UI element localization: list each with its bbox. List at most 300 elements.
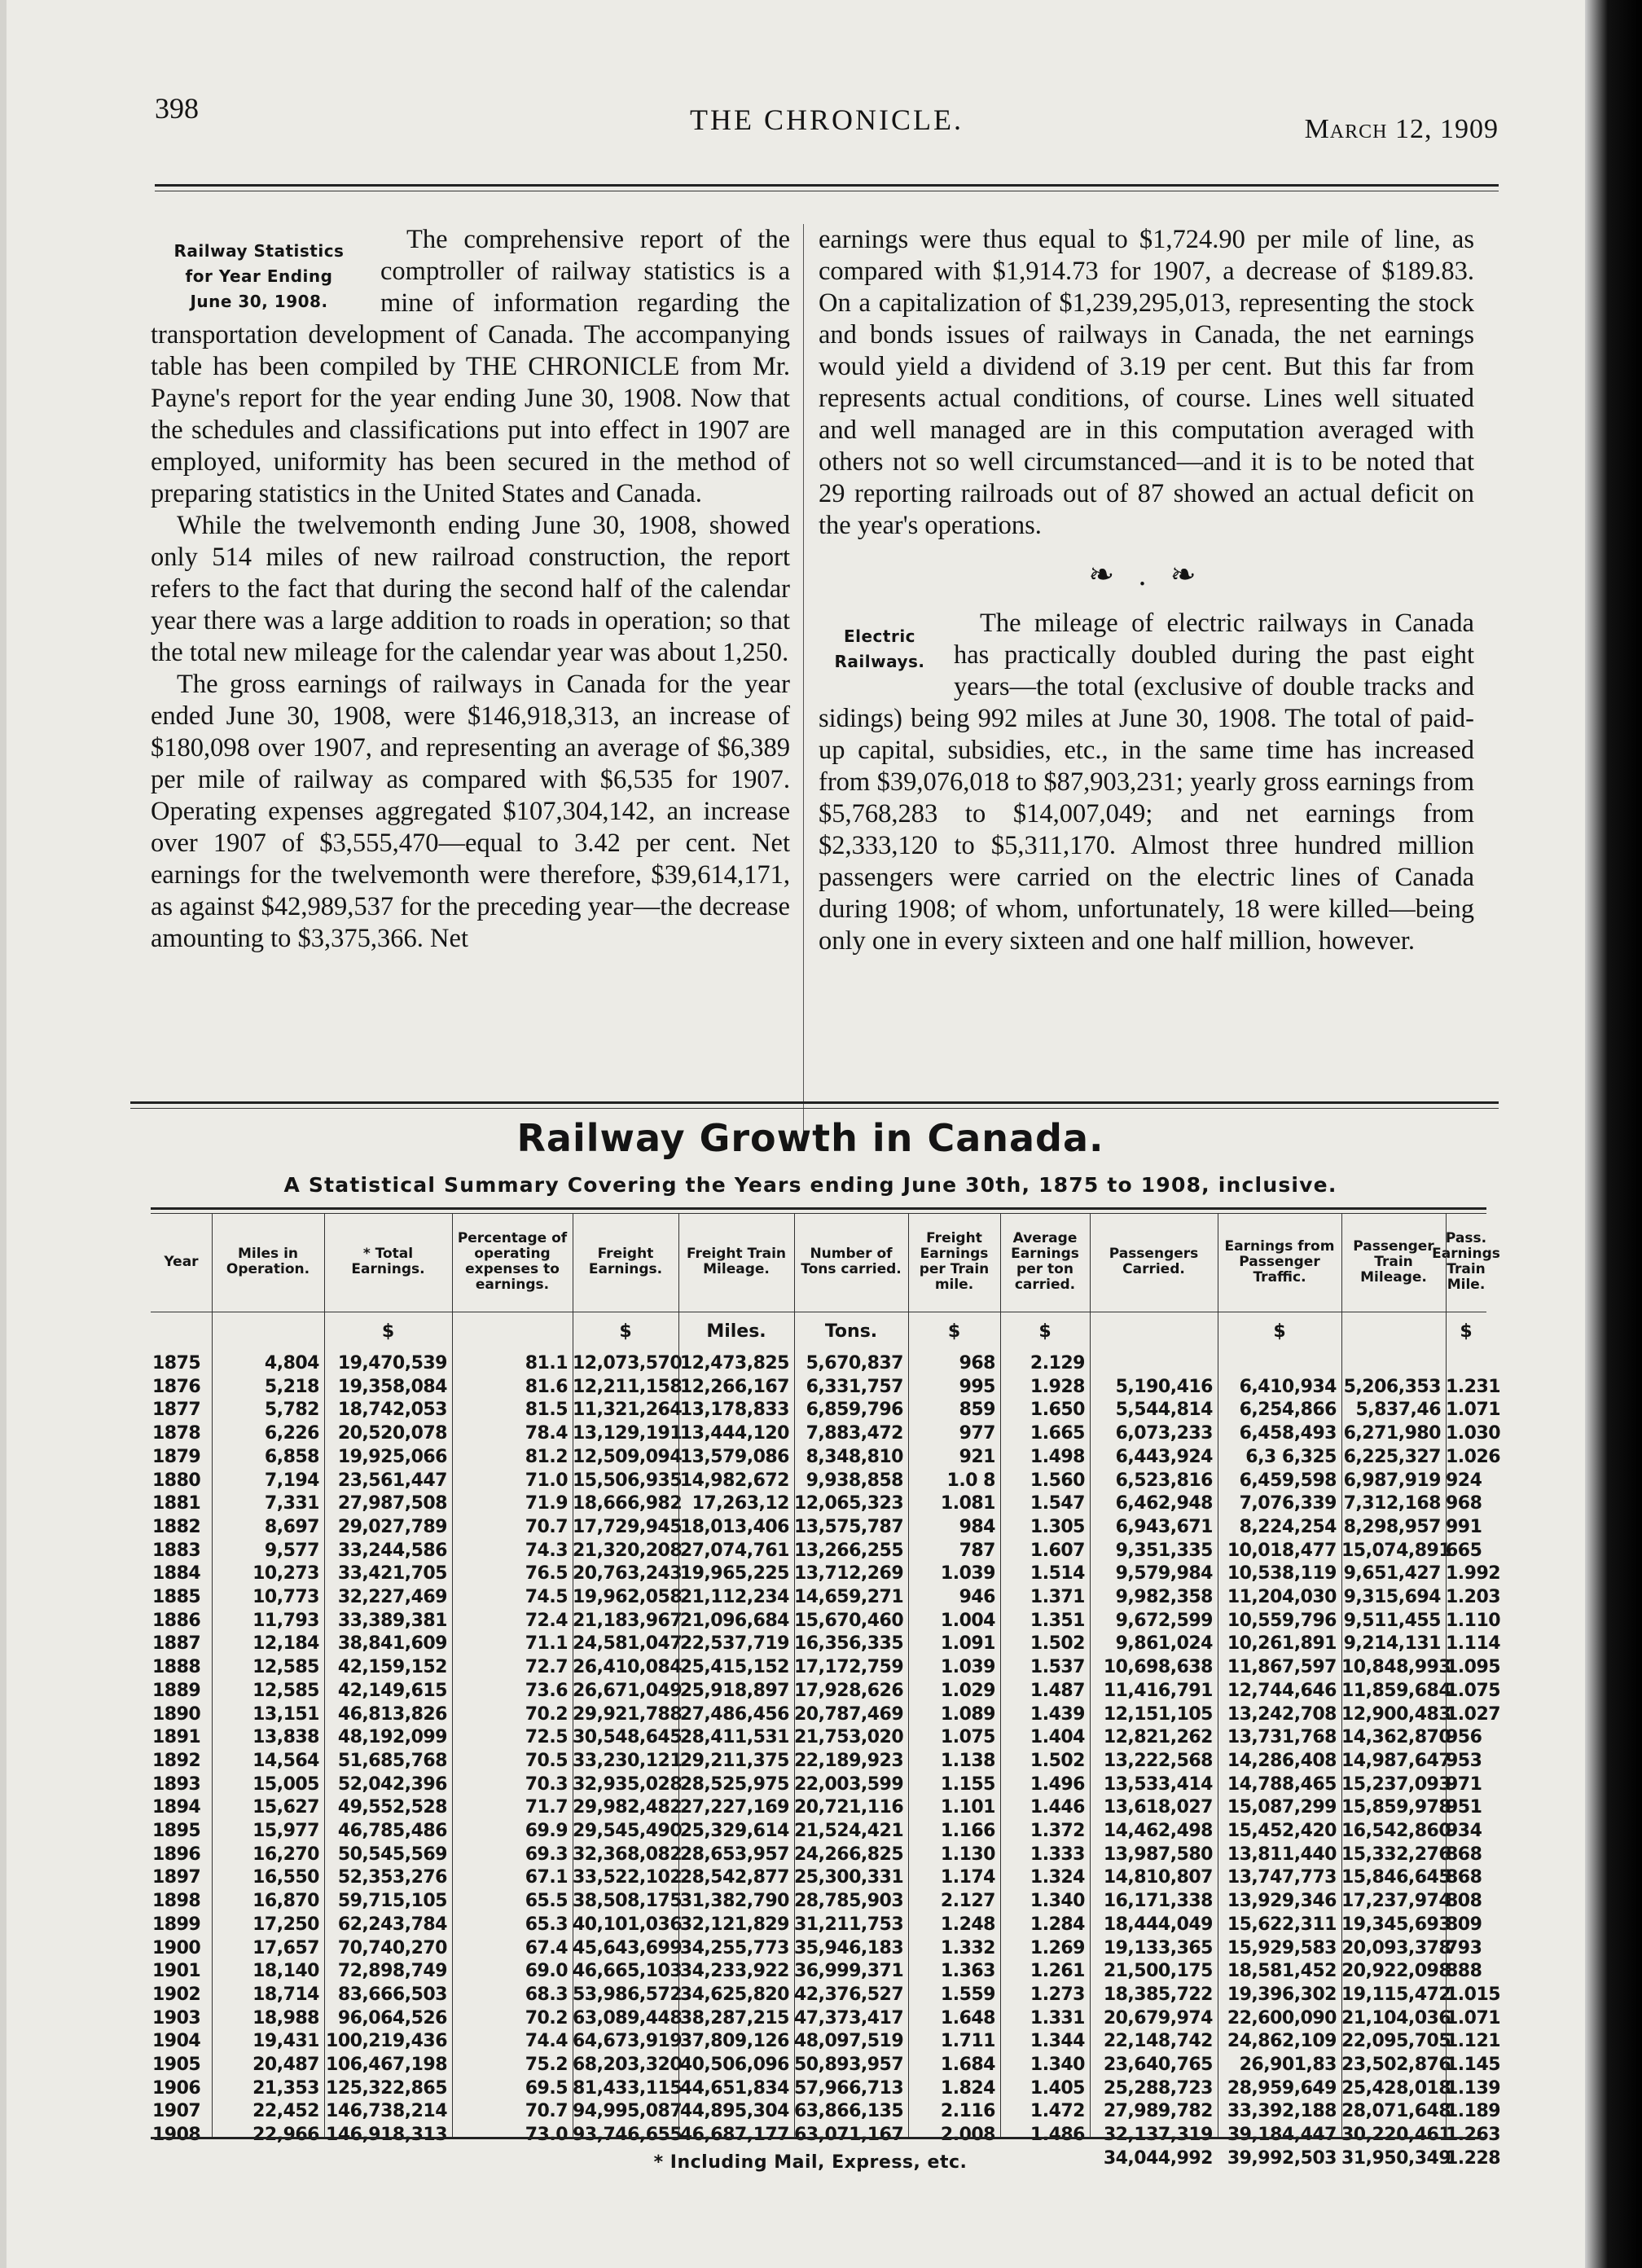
cell-earnings-per-ton: 1.560 <box>1030 1470 1085 1491</box>
cell-pass-earnings-train-mile: 868 <box>1446 1844 1482 1865</box>
cell-freight-per-train-mile: 1.091 <box>940 1633 995 1655</box>
cell-pass-earnings-train-mile: 808 <box>1446 1891 1482 1912</box>
cell-total-earnings: 33,244,586 <box>337 1540 447 1561</box>
cell-year: 1891 <box>152 1727 201 1748</box>
cell-year: 1908 <box>152 2125 201 2146</box>
cell-tons-carried: 17,928,626 <box>794 1680 904 1701</box>
cell-tons-carried: 16,356,335 <box>794 1633 904 1655</box>
cell-freight-earnings: 53,986,572 <box>573 1984 683 2005</box>
cell-pass-earnings-train-mile: 1.030 <box>1446 1423 1501 1444</box>
cell-freight-per-train-mile: 2.008 <box>940 2125 995 2146</box>
cell-passenger-earnings: 28,959,649 <box>1227 2077 1337 2099</box>
cell-earnings-per-ton: 2.129 <box>1030 1353 1085 1374</box>
cell-passenger-earnings: 26,901,83 <box>1239 2055 1337 2075</box>
cell-passenger-train-mileage: 19,115,472 <box>1341 1984 1451 2005</box>
cell-operating-pct: 73.0 <box>525 2125 568 2146</box>
cell-tons-carried: 14,659,271 <box>794 1587 904 1607</box>
cell-earnings-per-ton: 1.305 <box>1030 1516 1085 1537</box>
cell-miles: 7,194 <box>264 1470 319 1491</box>
cell-freight-earnings: 21,183,967 <box>573 1610 683 1631</box>
cell-tons-carried: 13,575,787 <box>794 1516 904 1537</box>
column-header-year: Year <box>164 1253 199 1270</box>
column-rule <box>452 1214 453 2137</box>
cell-year: 1878 <box>152 1423 201 1444</box>
cell-freight-earnings: 12,073,570 <box>573 1353 683 1374</box>
cell-passengers: 21,500,175 <box>1103 1961 1213 1982</box>
cell-passengers: 6,523,816 <box>1115 1470 1213 1491</box>
table-row <box>151 2077 1501 2101</box>
cell-passengers: 6,443,924 <box>1115 1446 1213 1467</box>
cell-passengers: 18,444,049 <box>1103 1914 1213 1935</box>
cell-earnings-per-ton: 1.284 <box>1030 1914 1085 1935</box>
cell-pass-earnings-train-mile: 953 <box>1446 1750 1482 1771</box>
cell-freight-train-mileage: 28,542,877 <box>679 1867 789 1888</box>
column-header-freight-earnings: Freight Earnings. <box>588 1246 663 1277</box>
cell-freight-per-train-mile: 1.648 <box>940 2007 995 2028</box>
cell-passenger-train-mileage: 12,900,483 <box>1341 1703 1451 1725</box>
cell-operating-pct: 69.3 <box>525 1844 568 1865</box>
cell-tons-carried: 47,373,417 <box>794 2007 904 2028</box>
column-rule <box>1090 1214 1091 2137</box>
paragraph: earnings were thus equal to $1,724.90 per mile of line, as compared with $1,914.73 for 1907, a decrease of $189.83. On a capitalization of $1,239,295,013, representing the stock and bonds issues of railways in Canada, the net earnings would yield a dividend of 3.19 per cent. But this far from represents actual conditions, of course. Lines well situated and well managed are in this computation averaged with others not so well circumstanced—and it is to be noted that 29 reporting railroads out of 87 showed an actual deficit on the year's operations. <box>819 225 1474 540</box>
cell-miles: 18,988 <box>252 2007 319 2028</box>
paragraph: The mileage of electric railways in Canada has practically doubled during the past eight years—the total (exclusive of double tracks and sidings) being 992 miles at June 30, 1908. The total of paid-up capital, subsidies, etc., in the same time has increased from $39,076,018 to $87,903,231; yearly gross earnings from $5,768,283 to $14,007,049; and net earnings from $2,333,120 to $5,311,170. Almost three hundred million passengers were carried on the electric lines of Canada during 1908; of whom, unfortunately, 18 were killed—being only one in every sixteen and one half million, however. <box>819 609 1474 956</box>
unit-label-freight-per-train-mile: $ <box>947 1321 961 1342</box>
cell-year: 1882 <box>152 1516 201 1537</box>
cell-tons-carried: 31,211,753 <box>794 1914 904 1935</box>
cell-pass-earnings-train-mile: 1.228 <box>1446 2147 1501 2169</box>
cell-passenger-train-mileage: 31,950,349 <box>1341 2147 1451 2169</box>
cell-operating-pct: 69.5 <box>525 2077 568 2099</box>
table-bottom-rule <box>151 2137 1486 2139</box>
cell-freight-train-mileage: 37,809,126 <box>679 2031 789 2052</box>
cell-total-earnings: 49,552,528 <box>337 1797 447 1818</box>
cell-freight-earnings: 81,433,115 <box>573 2077 683 2099</box>
cell-freight-earnings: 20,763,243 <box>573 1563 683 1585</box>
cell-freight-train-mileage: 34,255,773 <box>679 1937 789 1958</box>
cell-operating-pct: 70.7 <box>525 2101 568 2122</box>
cell-pass-earnings-train-mile: 1.075 <box>1446 1680 1501 1701</box>
cell-earnings-per-ton: 1.502 <box>1030 1633 1085 1655</box>
cell-pass-earnings-train-mile: 951 <box>1446 1797 1482 1818</box>
cell-year: 1899 <box>152 1914 201 1935</box>
cell-earnings-per-ton: 1.340 <box>1030 2055 1085 2075</box>
cell-miles: 10,273 <box>252 1563 319 1585</box>
cell-total-earnings: 32,227,469 <box>337 1587 447 1607</box>
table-row <box>151 1422 1501 1446</box>
cell-earnings-per-ton: 1.333 <box>1030 1844 1085 1865</box>
cell-pass-earnings-train-mile: 1.139 <box>1446 2077 1501 2099</box>
cell-miles: 6,858 <box>264 1446 319 1467</box>
column-header-operating-pct: Percentage of operating expenses to earnings. <box>457 1230 568 1293</box>
cell-operating-pct: 69.0 <box>525 1961 568 1982</box>
table-top-rule <box>151 1207 1486 1210</box>
cell-passengers: 12,151,105 <box>1103 1703 1213 1725</box>
column-header-miles: Miles in Operation. <box>226 1246 310 1277</box>
table-row <box>151 2030 1501 2054</box>
cell-freight-train-mileage: 18,013,406 <box>679 1516 789 1537</box>
cell-freight-earnings: 18,666,982 <box>573 1493 683 1514</box>
cell-freight-train-mileage: 28,653,957 <box>679 1844 789 1865</box>
cell-total-earnings: 51,685,768 <box>337 1750 447 1771</box>
cell-passenger-earnings: 15,622,311 <box>1227 1914 1337 1935</box>
cell-passenger-earnings: 24,862,109 <box>1227 2031 1337 2052</box>
cell-earnings-per-ton: 1.537 <box>1030 1657 1085 1678</box>
cell-year: 1901 <box>152 1961 201 1982</box>
table-title: Railway Growth in Canada. <box>516 1116 1104 1160</box>
table-row <box>151 1866 1486 1890</box>
cell-total-earnings: 72,898,749 <box>337 1961 447 1982</box>
side-heading-electric-railways: Electric Railways. <box>834 626 925 671</box>
cell-freight-earnings: 64,673,919 <box>573 2031 683 2052</box>
cell-year: 1885 <box>152 1587 201 1607</box>
cell-year: 1907 <box>152 2101 201 2122</box>
cell-freight-train-mileage: 46,687,177 <box>679 2125 789 2146</box>
cell-operating-pct: 75.2 <box>525 2055 568 2075</box>
cell-freight-earnings: 29,545,490 <box>573 1821 683 1841</box>
column-header-total-earnings: * Total Earnings. <box>351 1246 425 1277</box>
cell-miles: 18,714 <box>252 1984 319 2005</box>
cell-freight-train-mileage: 22,537,719 <box>679 1633 789 1655</box>
cell-operating-pct: 70.3 <box>525 1774 568 1795</box>
cell-passenger-earnings: 13,811,440 <box>1227 1844 1337 1865</box>
cell-passengers: 32,137,319 <box>1103 2125 1213 2146</box>
table-row <box>151 1984 1501 2007</box>
section-rule <box>130 1101 1499 1104</box>
unit-label-freight-earnings: $ <box>619 1321 632 1342</box>
cell-passenger-earnings: 6,254,866 <box>1239 1400 1337 1421</box>
cell-passengers: 27,989,782 <box>1103 2101 1213 2122</box>
cell-passengers: 14,462,498 <box>1103 1821 1213 1841</box>
table-row <box>151 1680 1501 1703</box>
cell-earnings-per-ton: 1.344 <box>1030 2031 1085 2052</box>
cell-tons-carried: 22,189,923 <box>794 1750 904 1771</box>
cell-total-earnings: 146,738,214 <box>326 2101 447 2122</box>
table-row <box>151 1960 1486 1984</box>
cell-operating-pct: 70.2 <box>525 2007 568 2028</box>
table-row <box>151 1376 1501 1400</box>
cell-tons-carried: 6,331,757 <box>806 1376 903 1397</box>
cell-freight-per-train-mile: 1.039 <box>940 1657 995 1678</box>
cell-freight-per-train-mile: 1.166 <box>940 1821 995 1841</box>
cell-freight-per-train-mile: 1.824 <box>940 2077 995 2099</box>
column-header-passengers: Passengers Carried. <box>1109 1246 1199 1277</box>
cell-total-earnings: 52,042,396 <box>337 1774 447 1795</box>
cell-miles: 14,564 <box>252 1750 319 1771</box>
cell-freight-train-mileage: 31,382,790 <box>679 1891 789 1912</box>
cell-passenger-earnings: 10,559,796 <box>1227 1610 1337 1631</box>
cell-tons-carried: 63,866,135 <box>794 2101 904 2122</box>
cell-freight-train-mileage: 28,411,531 <box>679 1727 789 1748</box>
cell-freight-earnings: 32,935,028 <box>573 1774 683 1795</box>
column-rule <box>678 1214 679 2137</box>
cell-passenger-train-mileage: 14,987,647 <box>1341 1750 1451 1771</box>
cell-freight-earnings: 12,211,158 <box>573 1376 683 1397</box>
cell-passenger-earnings: 11,204,030 <box>1227 1587 1337 1607</box>
cell-miles: 10,773 <box>252 1587 319 1607</box>
cell-total-earnings: 42,149,615 <box>337 1680 447 1701</box>
right-column <box>819 224 1474 957</box>
cell-passengers: 9,861,024 <box>1115 1633 1213 1655</box>
cell-miles: 16,270 <box>252 1844 319 1865</box>
cell-operating-pct: 76.5 <box>525 1563 568 1585</box>
cell-miles: 5,218 <box>264 1376 319 1397</box>
cell-total-earnings: 48,192,099 <box>337 1727 447 1748</box>
left-column <box>151 224 790 955</box>
unit-label-passenger-earnings: $ <box>1273 1321 1286 1342</box>
section-rule-thin <box>130 1108 1499 1109</box>
cell-earnings-per-ton: 1.665 <box>1030 1423 1085 1444</box>
cell-year: 1903 <box>152 2007 201 2028</box>
cell-passenger-earnings: 10,261,891 <box>1227 1633 1337 1655</box>
cell-operating-pct: 65.3 <box>525 1914 568 1935</box>
cell-year: 1904 <box>152 2031 201 2052</box>
table-row <box>151 1446 1501 1470</box>
cell-passengers: 14,810,807 <box>1103 1867 1213 1888</box>
issue-date: March 12, 1909 <box>1304 114 1499 144</box>
cell-operating-pct: 65.5 <box>525 1891 568 1912</box>
cell-passenger-train-mileage: 9,315,694 <box>1343 1587 1441 1607</box>
header-rule <box>155 184 1499 187</box>
unit-label-total-earnings: $ <box>381 1321 395 1342</box>
cell-passenger-train-mileage: 9,511,455 <box>1343 1610 1441 1631</box>
cell-passenger-train-mileage: 9,651,427 <box>1343 1563 1441 1585</box>
cell-tons-carried: 15,670,460 <box>794 1610 904 1631</box>
cell-pass-earnings-train-mile: 809 <box>1446 1914 1482 1935</box>
cell-earnings-per-ton: 1.273 <box>1030 1984 1085 2005</box>
table-footnote: * Including Mail, Express, etc. <box>653 2152 968 2173</box>
cell-passenger-train-mileage: 5,837,46 <box>1355 1400 1441 1421</box>
cell-pass-earnings-train-mile: 888 <box>1446 1961 1482 1982</box>
cell-freight-train-mileage: 19,965,225 <box>679 1563 789 1585</box>
cell-passenger-earnings: 19,396,302 <box>1227 1984 1337 2005</box>
cell-tons-carried: 21,753,020 <box>794 1727 904 1748</box>
table-row <box>151 1656 1501 1680</box>
column-rule <box>1446 1214 1447 2137</box>
cell-freight-train-mileage: 25,415,152 <box>679 1657 789 1678</box>
cell-operating-pct: 73.6 <box>525 1680 568 1701</box>
cell-year: 1896 <box>152 1844 201 1865</box>
cell-passenger-earnings: 18,581,452 <box>1227 1961 1337 1982</box>
cell-miles: 16,550 <box>252 1867 319 1888</box>
cell-passenger-earnings: 14,788,465 <box>1227 1774 1337 1795</box>
cell-freight-per-train-mile: 859 <box>959 1400 995 1421</box>
cell-tons-carried: 24,266,825 <box>794 1844 904 1865</box>
cell-passenger-earnings: 7,076,339 <box>1239 1493 1337 1514</box>
cell-passenger-train-mileage: 10,848,993 <box>1341 1657 1451 1678</box>
cell-freight-earnings: 33,522,102 <box>573 1867 683 1888</box>
cell-miles: 11,793 <box>252 1610 319 1631</box>
column-header-passenger-earnings: Earnings from Passenger Traffic. <box>1224 1237 1335 1286</box>
table-row <box>151 2100 1501 2124</box>
column-header-freight-train-mileage: Freight Train Mileage. <box>686 1246 787 1277</box>
cell-passenger-train-mileage: 11,859,684 <box>1341 1680 1451 1701</box>
cell-miles: 5,782 <box>264 1400 319 1421</box>
table-header <box>151 1214 1500 1310</box>
cell-freight-earnings: 32,368,082 <box>573 1844 683 1865</box>
cell-passengers: 13,987,580 <box>1103 1844 1213 1865</box>
cell-freight-earnings: 21,320,208 <box>573 1540 683 1561</box>
cell-operating-pct: 70.5 <box>525 1750 568 1771</box>
cell-passenger-train-mileage: 16,542,860 <box>1341 1821 1451 1841</box>
cell-freight-earnings: 63,089,448 <box>573 2007 683 2028</box>
cell-pass-earnings-train-mile: 665 <box>1446 1540 1482 1561</box>
cell-freight-per-train-mile: 1.029 <box>940 1680 995 1701</box>
table-row <box>151 1586 1501 1610</box>
table-row <box>151 1352 1486 1376</box>
cell-earnings-per-ton: 1.650 <box>1030 1400 1085 1421</box>
column-rule <box>212 1214 213 2137</box>
cell-pass-earnings-train-mile: 1.121 <box>1446 2031 1501 2052</box>
cell-passengers: 9,579,984 <box>1115 1563 1213 1585</box>
cell-freight-earnings: 24,581,047 <box>573 1633 683 1655</box>
cell-operating-pct: 81.5 <box>525 1400 568 1421</box>
cell-passengers: 11,416,791 <box>1103 1680 1213 1701</box>
cell-passengers: 10,698,638 <box>1103 1657 1213 1678</box>
cell-freight-train-mileage: 12,266,167 <box>679 1376 789 1397</box>
cell-pass-earnings-train-mile: 1.026 <box>1446 1446 1501 1467</box>
cell-passengers: 23,640,765 <box>1103 2055 1213 2075</box>
cell-freight-per-train-mile: 1.559 <box>940 1984 995 2005</box>
cell-freight-train-mileage: 13,444,120 <box>679 1423 789 1444</box>
cell-year: 1894 <box>152 1797 201 1818</box>
cell-miles: 12,184 <box>252 1633 319 1655</box>
cell-total-earnings: 19,470,539 <box>337 1353 447 1374</box>
cell-earnings-per-ton: 1.928 <box>1030 1376 1085 1397</box>
cell-operating-pct: 72.7 <box>525 1657 568 1678</box>
cell-passenger-train-mileage: 15,237,093 <box>1341 1774 1451 1795</box>
cell-miles: 12,585 <box>252 1680 319 1701</box>
cell-total-earnings: 19,925,066 <box>337 1446 447 1467</box>
cell-total-earnings: 62,243,784 <box>337 1914 447 1935</box>
cell-earnings-per-ton: 1.331 <box>1030 2007 1085 2028</box>
cell-operating-pct: 71.7 <box>525 1797 568 1818</box>
cell-miles: 9,577 <box>264 1540 319 1561</box>
cell-tons-carried: 35,946,183 <box>794 1937 904 1958</box>
cell-passenger-earnings: 15,087,299 <box>1227 1797 1337 1818</box>
cell-freight-earnings: 45,643,699 <box>573 1937 683 1958</box>
cell-passenger-earnings: 13,731,768 <box>1227 1727 1337 1748</box>
cell-passenger-earnings: 13,929,346 <box>1227 1891 1337 1912</box>
cell-miles: 17,657 <box>252 1937 319 1958</box>
table-row <box>151 1633 1501 1656</box>
paragraph: The comprehensive report of the comptroller of railway statistics is a mine of information regarding the transportation development of Canada. The accompanying table has been compiled by THE CHRONICLE from Mr. Payne's report for the year ending June 30, 1908. Now that the schedules and classifications put into effect in 1907 are employed, uniformity has been secured in the method of preparing statistics in the United States and Canada. <box>151 225 790 508</box>
cell-pass-earnings-train-mile: 991 <box>1446 1516 1482 1537</box>
cell-miles: 8,697 <box>264 1516 319 1537</box>
table-row <box>151 2124 1501 2147</box>
table-row <box>151 1796 1486 1820</box>
cell-total-earnings: 19,358,084 <box>337 1376 447 1397</box>
cell-total-earnings: 18,742,053 <box>337 1400 447 1421</box>
cell-freight-train-mileage: 38,287,215 <box>679 2007 789 2028</box>
cell-operating-pct: 72.5 <box>525 1727 568 1748</box>
cell-earnings-per-ton: 1.446 <box>1030 1797 1085 1818</box>
cell-freight-train-mileage: 13,178,833 <box>679 1400 789 1421</box>
cell-tons-carried: 22,003,599 <box>794 1774 904 1795</box>
cell-passengers: 6,943,671 <box>1115 1516 1213 1537</box>
table-subtitle: A Statistical Summary Covering the Years ending June 30th, 1875 to 1908, inclusive. <box>283 1173 1337 1197</box>
cell-total-earnings: 20,520,078 <box>337 1423 447 1444</box>
cell-pass-earnings-train-mile: 1.263 <box>1446 2125 1501 2146</box>
cell-earnings-per-ton: 1.340 <box>1030 1891 1085 1912</box>
publication-title: THE CHRONICLE. <box>690 103 964 136</box>
cell-freight-earnings: 11,321,264 <box>573 1400 683 1421</box>
cell-miles: 4,804 <box>264 1353 319 1374</box>
cell-freight-train-mileage: 34,625,820 <box>679 1984 789 2005</box>
cell-tons-carried: 17,172,759 <box>794 1657 904 1678</box>
cell-passenger-earnings: 12,744,646 <box>1227 1680 1337 1701</box>
cell-freight-train-mileage: 28,525,975 <box>679 1774 789 1795</box>
cell-passengers: 5,190,416 <box>1115 1376 1213 1397</box>
cell-pass-earnings-train-mile: 1.992 <box>1446 1563 1501 1585</box>
cell-operating-pct: 67.1 <box>525 1867 568 1888</box>
cell-total-earnings: 106,467,198 <box>326 2055 447 2075</box>
cell-passenger-earnings: 39,184,447 <box>1227 2125 1337 2146</box>
table-row <box>151 1937 1486 1961</box>
cell-tons-carried: 36,999,371 <box>794 1961 904 1982</box>
cell-earnings-per-ton: 1.371 <box>1030 1587 1085 1607</box>
cell-freight-train-mileage: 21,096,684 <box>679 1610 789 1631</box>
unit-label-tons-carried: Tons. <box>824 1321 878 1342</box>
cell-year: 1897 <box>152 1867 201 1888</box>
cell-miles: 6,226 <box>264 1423 319 1444</box>
table-row <box>151 1726 1486 1750</box>
cell-passenger-earnings: 13,242,708 <box>1227 1703 1337 1725</box>
cell-passengers: 13,533,414 <box>1103 1774 1213 1795</box>
cell-passengers: 19,133,365 <box>1103 1937 1213 1958</box>
cell-freight-earnings: 26,410,084 <box>573 1657 683 1678</box>
table-units-row <box>151 1321 1486 1349</box>
cell-passenger-earnings: 13,747,773 <box>1227 1867 1337 1888</box>
cell-passenger-earnings: 10,018,477 <box>1227 1540 1337 1561</box>
cell-pass-earnings-train-mile: 1.071 <box>1446 2007 1501 2028</box>
cell-freight-earnings: 94,995,087 <box>573 2101 683 2122</box>
cell-year: 1888 <box>152 1657 201 1678</box>
cell-freight-per-train-mile: 1.138 <box>940 1750 995 1771</box>
cell-total-earnings: 38,841,609 <box>337 1633 447 1655</box>
cell-miles: 18,140 <box>252 1961 319 1982</box>
cell-earnings-per-ton: 1.324 <box>1030 1867 1085 1888</box>
cell-freight-per-train-mile: 1.711 <box>940 2031 995 2052</box>
cell-total-earnings: 27,987,508 <box>337 1493 447 1514</box>
table-row <box>151 1750 1486 1774</box>
cell-passenger-earnings: 6,458,493 <box>1239 1423 1337 1444</box>
paragraph: While the twelvemonth ending June 30, 1908, showed only 514 miles of new railroad construction, the report refers to the fact that during the second half of the calendar year there was a large addition to roads in operation; so that the total new mileage for the calendar year was about 1,250. <box>151 511 790 667</box>
cell-freight-per-train-mile: 995 <box>959 1376 995 1397</box>
cell-total-earnings: 125,322,865 <box>326 2077 447 2099</box>
cell-total-earnings: 46,785,486 <box>337 1821 447 1841</box>
column-rule <box>1341 1214 1342 2137</box>
column-rule <box>908 1214 909 2137</box>
cell-freight-per-train-mile: 921 <box>959 1446 995 1467</box>
cell-operating-pct: 72.4 <box>525 1610 568 1631</box>
cell-year: 1886 <box>152 1610 201 1631</box>
cell-year: 1893 <box>152 1774 201 1795</box>
cell-passengers: 34,044,992 <box>1103 2147 1213 2169</box>
cell-passenger-train-mileage: 6,987,919 <box>1343 1470 1441 1491</box>
cell-tons-carried: 20,721,116 <box>794 1797 904 1818</box>
cell-freight-train-mileage: 12,473,825 <box>679 1353 789 1374</box>
cell-passenger-train-mileage: 23,502,876 <box>1341 2055 1451 2075</box>
cell-freight-train-mileage: 44,895,304 <box>679 2101 789 2122</box>
cell-miles: 15,627 <box>252 1797 319 1818</box>
cell-earnings-per-ton: 1.404 <box>1030 1727 1085 1748</box>
cell-freight-earnings: 29,921,788 <box>573 1703 683 1725</box>
cell-total-earnings: 23,561,447 <box>337 1470 447 1491</box>
cell-miles: 13,838 <box>252 1727 319 1748</box>
cell-freight-earnings: 93,746,655 <box>573 2125 683 2146</box>
cell-earnings-per-ton: 1.269 <box>1030 1937 1085 1958</box>
